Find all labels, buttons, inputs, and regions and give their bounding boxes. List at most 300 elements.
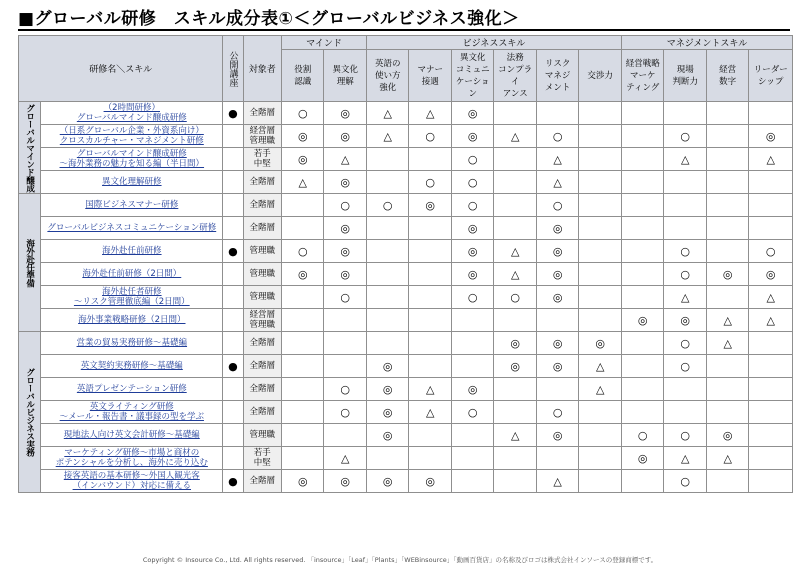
skill-mark-cell	[494, 309, 536, 332]
skill-mark-cell: ○	[494, 286, 536, 309]
skill-mark-cell: ◎	[536, 355, 578, 378]
skill-mark-cell: ◎	[706, 263, 748, 286]
skill-mark-cell: ○	[324, 378, 367, 401]
skill-mark-cell: ◎	[536, 217, 578, 240]
skill-mark-cell	[324, 332, 367, 355]
skill-mark-cell: ◎	[749, 125, 793, 148]
skill-mark-cell: ◎	[536, 263, 578, 286]
skill-mark-cell: △	[494, 240, 536, 263]
skill-mark-cell	[621, 125, 663, 148]
skill-mark-cell: ○	[409, 171, 451, 194]
skill-mark-cell	[409, 263, 451, 286]
skill-mark-cell	[621, 378, 663, 401]
target-audience-cell: 全階層	[243, 332, 281, 355]
skill-mark-cell	[706, 401, 748, 424]
table-body	[19, 102, 793, 493]
skill-mark-cell	[282, 355, 324, 378]
table-header	[19, 36, 793, 102]
table-row	[19, 424, 793, 447]
skill-mark-cell: ○	[451, 401, 493, 424]
skill-mark-cell	[749, 424, 793, 447]
skill-mark-cell	[579, 217, 622, 240]
skill-mark-cell	[706, 217, 748, 240]
course-name-link[interactable]: 海外事業戦略研修（2日間）	[41, 309, 223, 332]
category-label: グローバルマインド醸成	[24, 103, 35, 192]
skill-mark-cell	[621, 332, 663, 355]
skill-mark-cell: ◎	[324, 102, 367, 125]
skill-mark-cell: ○	[664, 332, 706, 355]
skill-mark-cell: △	[494, 263, 536, 286]
target-audience-cell: 全階層	[243, 470, 281, 493]
skill-mark-cell	[366, 217, 408, 240]
skill-mark-cell	[579, 125, 622, 148]
corner-header: 研修名＼スキル	[19, 36, 223, 102]
skill-mark-cell	[494, 194, 536, 217]
skill-mark-cell	[451, 309, 493, 332]
group-header-business: ビジネススキル	[366, 36, 621, 50]
skill-mark-cell: ◎	[451, 102, 493, 125]
skill-mark-cell: ○	[409, 125, 451, 148]
skill-mark-cell: △	[366, 102, 408, 125]
skill-header: 英語の 使い方 強化	[366, 50, 408, 102]
skill-mark-cell	[579, 148, 622, 171]
skill-mark-cell	[749, 447, 793, 470]
skill-mark-cell: ○	[664, 125, 706, 148]
skill-mark-cell	[451, 332, 493, 355]
skill-header: 経営 数字	[706, 50, 748, 102]
skill-mark-cell	[409, 355, 451, 378]
skill-mark-cell: ◎	[579, 332, 622, 355]
skill-mark-cell	[706, 194, 748, 217]
skill-mark-cell: △	[536, 470, 578, 493]
category-cell	[19, 102, 41, 194]
target-audience-cell: 全階層	[243, 102, 281, 125]
skill-mark-cell: ○	[664, 240, 706, 263]
skill-mark-cell: ◎	[494, 332, 536, 355]
skill-mark-cell: ◎	[536, 332, 578, 355]
table-row	[19, 286, 793, 309]
skill-mark-cell: △	[706, 332, 748, 355]
course-name-link[interactable]: （日系グローバル企業・外資系向け） クロスカルチャー・マネジメント研修	[41, 125, 223, 148]
skill-mark-cell	[282, 401, 324, 424]
public-course-mark	[223, 148, 243, 171]
skill-mark-cell	[621, 470, 663, 493]
public-course-mark	[223, 286, 243, 309]
target-audience-cell: 管理職	[243, 240, 281, 263]
skill-mark-cell	[579, 194, 622, 217]
skill-mark-cell: △	[664, 286, 706, 309]
skill-mark-cell: ◎	[324, 217, 367, 240]
skill-matrix-table	[18, 35, 793, 493]
course-name-link[interactable]: 接客英語の基本研修～外国人観光客 （インバウンド）対応に備える	[41, 470, 223, 493]
skill-header: 現場 判断力	[664, 50, 706, 102]
course-name-link[interactable]: （2時間研修） グローバルマインド醸成研修	[41, 102, 223, 125]
course-name-link[interactable]: マーケティング研修～市場と商材の ポテンシャルを分析し、海外に売り込む	[41, 447, 223, 470]
skill-mark-cell	[706, 125, 748, 148]
skill-mark-cell	[749, 401, 793, 424]
skill-mark-cell: ◎	[749, 263, 793, 286]
skill-mark-cell	[664, 401, 706, 424]
table-row	[19, 355, 793, 378]
skill-mark-cell	[494, 102, 536, 125]
skill-mark-cell	[409, 447, 451, 470]
skill-mark-cell	[664, 194, 706, 217]
skill-mark-cell: △	[536, 171, 578, 194]
skill-mark-cell	[579, 309, 622, 332]
skill-header: 異文化 コミュニ ケーション	[451, 50, 493, 102]
skill-mark-cell	[664, 217, 706, 240]
skill-mark-cell: ◎	[366, 470, 408, 493]
target-audience-cell: 全階層	[243, 355, 281, 378]
table-row	[19, 217, 793, 240]
skill-mark-cell: △	[664, 148, 706, 171]
table-row	[19, 309, 793, 332]
skill-mark-cell	[536, 102, 578, 125]
skill-mark-cell	[706, 355, 748, 378]
skill-mark-cell: ○	[664, 355, 706, 378]
target-audience-cell: 若手 中堅	[243, 148, 281, 171]
skill-mark-cell: ○	[324, 286, 367, 309]
skill-mark-cell	[579, 286, 622, 309]
skill-mark-cell	[494, 447, 536, 470]
skill-mark-cell	[664, 378, 706, 401]
skill-mark-cell: △	[282, 171, 324, 194]
skill-mark-cell: ◎	[621, 309, 663, 332]
skill-mark-cell: △	[324, 148, 367, 171]
skill-mark-cell	[409, 309, 451, 332]
skill-mark-cell: ◎	[451, 263, 493, 286]
skill-mark-cell: ◎	[536, 240, 578, 263]
skill-mark-cell	[494, 378, 536, 401]
skill-mark-cell	[324, 309, 367, 332]
target-audience-cell: 若手 中堅	[243, 447, 281, 470]
target-audience-cell: 全階層	[243, 171, 281, 194]
skill-mark-cell	[579, 424, 622, 447]
skill-mark-cell: △	[706, 309, 748, 332]
skill-mark-cell: ◎	[282, 470, 324, 493]
skill-mark-cell	[366, 309, 408, 332]
skill-mark-cell	[366, 148, 408, 171]
public-course-mark	[223, 263, 243, 286]
course-name-link[interactable]: 国際ビジネスマナー研修	[41, 194, 223, 217]
skill-mark-cell	[536, 378, 578, 401]
public-course-mark	[223, 309, 243, 332]
skill-mark-cell	[621, 194, 663, 217]
skill-mark-cell: ○	[536, 194, 578, 217]
skill-mark-cell: ◎	[282, 263, 324, 286]
target-audience-cell: 全階層	[243, 401, 281, 424]
skill-mark-cell	[366, 447, 408, 470]
skill-mark-cell	[366, 171, 408, 194]
public-course-mark	[223, 125, 243, 148]
skill-mark-cell: △	[664, 447, 706, 470]
skill-mark-cell: ○	[749, 240, 793, 263]
skill-mark-cell: △	[494, 424, 536, 447]
skill-mark-cell	[579, 240, 622, 263]
skill-mark-cell: ○	[282, 102, 324, 125]
skill-mark-cell	[579, 171, 622, 194]
skill-mark-cell: △	[324, 447, 367, 470]
table-row	[19, 194, 793, 217]
skill-mark-cell: ○	[324, 194, 367, 217]
skill-mark-cell	[409, 217, 451, 240]
skill-mark-cell: △	[494, 125, 536, 148]
skill-mark-cell: ◎	[366, 401, 408, 424]
skill-mark-cell: ○	[366, 194, 408, 217]
skill-mark-cell: ◎	[451, 378, 493, 401]
skill-mark-cell	[706, 102, 748, 125]
table-row	[19, 332, 793, 355]
table-row	[19, 401, 793, 424]
target-audience-cell: 管理職	[243, 286, 281, 309]
skill-mark-cell	[324, 355, 367, 378]
skill-mark-cell: ○	[536, 401, 578, 424]
skill-mark-cell: ○	[324, 401, 367, 424]
skill-mark-cell	[536, 447, 578, 470]
skill-mark-cell	[621, 263, 663, 286]
skill-mark-cell: ○	[451, 194, 493, 217]
course-name-link[interactable]: 英文ライティング研修 ～メール・報告書・議事録の型を学ぶ	[41, 401, 223, 424]
skill-mark-cell	[366, 286, 408, 309]
skill-mark-cell: ◎	[664, 309, 706, 332]
skill-mark-cell	[621, 286, 663, 309]
skill-mark-cell	[579, 470, 622, 493]
table-row	[19, 470, 793, 493]
skill-mark-cell: ○	[451, 171, 493, 194]
skill-mark-cell	[366, 332, 408, 355]
page-title: ■グローバル研修 スキル成分表①＜グローバルビジネス強化＞	[18, 9, 520, 29]
public-course-mark	[223, 332, 243, 355]
course-name-link[interactable]: 現地法人向け英文会計研修～基礎編	[41, 424, 223, 447]
table-row	[19, 171, 793, 194]
skill-mark-cell	[749, 332, 793, 355]
public-course-mark	[223, 217, 243, 240]
skill-header: リーダー シップ	[749, 50, 793, 102]
skill-mark-cell	[324, 424, 367, 447]
skill-mark-cell	[749, 217, 793, 240]
table-row	[19, 240, 793, 263]
skill-mark-cell	[749, 470, 793, 493]
skill-mark-cell: △	[749, 148, 793, 171]
skill-mark-cell: △	[579, 355, 622, 378]
skill-mark-cell	[706, 378, 748, 401]
course-name-link[interactable]: 異文化理解研修	[41, 171, 223, 194]
skill-mark-cell: ○	[451, 286, 493, 309]
skill-mark-cell	[451, 355, 493, 378]
skill-mark-cell: ◎	[451, 125, 493, 148]
group-header-mind: マインド	[282, 36, 367, 50]
skill-mark-cell: ○	[664, 263, 706, 286]
skill-mark-cell: △	[366, 125, 408, 148]
skill-mark-cell: ◎	[621, 447, 663, 470]
skill-mark-cell: ○	[621, 424, 663, 447]
skill-mark-cell: ◎	[451, 240, 493, 263]
skill-mark-cell: ◎	[282, 125, 324, 148]
skill-mark-cell	[282, 194, 324, 217]
skill-mark-cell: ◎	[366, 378, 408, 401]
target-audience-cell: 管理職	[243, 424, 281, 447]
skill-mark-cell	[706, 171, 748, 194]
skill-header: 法務 コンプライ アンス	[494, 50, 536, 102]
skill-mark-cell: ○	[451, 148, 493, 171]
skill-mark-cell: ○	[536, 125, 578, 148]
skill-mark-cell	[579, 447, 622, 470]
skill-header: マナー 接遇	[409, 50, 451, 102]
public-course-mark: ●	[223, 355, 243, 378]
skill-header: 異文化 理解	[324, 50, 367, 102]
skill-mark-cell	[749, 102, 793, 125]
skill-mark-cell	[282, 217, 324, 240]
skill-mark-cell	[409, 286, 451, 309]
skill-mark-cell: ◎	[366, 424, 408, 447]
table-row	[19, 125, 793, 148]
category-label: グローバルビジネス実務	[24, 368, 35, 456]
target-audience-cell: 管理職	[243, 263, 281, 286]
public-course-mark	[223, 401, 243, 424]
skill-mark-cell	[621, 102, 663, 125]
public-course-header	[223, 36, 243, 102]
public-course-mark: ●	[223, 102, 243, 125]
skill-mark-cell	[282, 378, 324, 401]
skill-mark-cell	[282, 447, 324, 470]
course-name-link[interactable]: 営業の貿易実務研修～基礎編	[41, 332, 223, 355]
category-cell	[19, 194, 41, 332]
target-header: 対象者	[243, 36, 281, 102]
skill-mark-cell: ○	[282, 240, 324, 263]
course-name-link[interactable]: 海外赴任者研修 ～リスク管理徹底編（2日間）	[41, 286, 223, 309]
skill-mark-cell	[621, 401, 663, 424]
skill-mark-cell	[579, 102, 622, 125]
target-audience-cell: 全階層	[243, 378, 281, 401]
skill-mark-cell: △	[706, 447, 748, 470]
skill-mark-cell	[621, 171, 663, 194]
skill-mark-cell: △	[749, 309, 793, 332]
skill-mark-cell: ◎	[324, 171, 367, 194]
category-cell	[19, 332, 41, 493]
skill-mark-cell	[282, 286, 324, 309]
skill-mark-cell	[494, 470, 536, 493]
skill-mark-cell: ◎	[324, 263, 367, 286]
skill-mark-cell	[621, 240, 663, 263]
public-course-header-label: 公開講座	[227, 50, 238, 87]
skill-mark-cell	[621, 355, 663, 378]
skill-mark-cell: ◎	[536, 424, 578, 447]
skill-mark-cell: ○	[664, 424, 706, 447]
course-name-link[interactable]: 海外赴任前研修（2日間）	[41, 263, 223, 286]
skill-mark-cell	[282, 332, 324, 355]
title-underline	[18, 29, 790, 31]
skill-mark-cell	[451, 447, 493, 470]
skill-mark-cell	[664, 102, 706, 125]
table-row	[19, 378, 793, 401]
skill-mark-cell	[366, 240, 408, 263]
skill-mark-cell	[451, 424, 493, 447]
skill-mark-cell	[282, 424, 324, 447]
public-course-mark: ●	[223, 470, 243, 493]
skill-mark-cell: ◎	[494, 355, 536, 378]
skill-mark-cell	[706, 240, 748, 263]
target-audience-cell: 全階層	[243, 194, 281, 217]
skill-mark-cell: ◎	[451, 217, 493, 240]
category-label: 海外赴任準備	[24, 238, 35, 287]
skill-mark-cell	[579, 401, 622, 424]
public-course-mark: ●	[223, 240, 243, 263]
table-row	[19, 263, 793, 286]
course-name-link[interactable]: 海外赴任前研修	[41, 240, 223, 263]
skill-mark-cell	[536, 309, 578, 332]
skill-mark-cell	[579, 263, 622, 286]
target-audience-cell: 経営層 管理職	[243, 125, 281, 148]
course-name-link[interactable]: グローバルビジネスコミュニケーション研修	[41, 217, 223, 240]
skill-mark-cell	[749, 378, 793, 401]
skill-mark-cell	[749, 194, 793, 217]
skill-mark-cell: △	[409, 401, 451, 424]
skill-mark-cell	[409, 148, 451, 171]
skill-mark-cell	[706, 470, 748, 493]
skill-mark-cell	[494, 401, 536, 424]
skill-mark-cell	[282, 309, 324, 332]
skill-mark-cell: ◎	[324, 125, 367, 148]
skill-header: リスク マネジ メント	[536, 50, 578, 102]
skill-mark-cell	[366, 263, 408, 286]
course-name-link[interactable]: 英語プレゼンテーション研修	[41, 378, 223, 401]
skill-mark-cell: ◎	[706, 424, 748, 447]
skill-mark-cell: △	[409, 378, 451, 401]
target-audience-cell: 全階層	[243, 217, 281, 240]
skill-mark-cell: ○	[664, 470, 706, 493]
skill-mark-cell	[409, 332, 451, 355]
skill-mark-cell: ◎	[366, 355, 408, 378]
table-row	[19, 102, 793, 125]
skill-mark-cell: △	[749, 286, 793, 309]
public-course-mark	[223, 194, 243, 217]
skill-mark-cell	[409, 424, 451, 447]
skill-header: 役割 認識	[282, 50, 324, 102]
skill-mark-cell: ◎	[409, 194, 451, 217]
skill-mark-cell	[451, 470, 493, 493]
skill-mark-cell	[664, 171, 706, 194]
public-course-mark	[223, 171, 243, 194]
skill-mark-cell: △	[579, 378, 622, 401]
skill-mark-cell	[706, 148, 748, 171]
public-course-mark	[223, 378, 243, 401]
skill-mark-cell	[494, 171, 536, 194]
skill-mark-cell: ◎	[324, 240, 367, 263]
public-course-mark	[223, 447, 243, 470]
skill-mark-cell	[621, 217, 663, 240]
course-name-link[interactable]: グローバルマインド醸成研修 ～海外業務の魅力を知る編（半日間）	[41, 148, 223, 171]
skill-mark-cell: △	[536, 148, 578, 171]
copyright-notice: Copyright © Insource Co., Ltd. All rights reserved. 「insource」「Leaf」「Plants」「WEBinsource」「動画百貨店」の名称及びロゴは株式会社インソースの登録商標です。	[142, 556, 658, 564]
public-course-mark	[223, 424, 243, 447]
skill-mark-cell	[409, 240, 451, 263]
skill-header: 交渉力	[579, 50, 622, 102]
skill-mark-cell	[494, 217, 536, 240]
course-name-link[interactable]: 英文契約実務研修～基礎編	[41, 355, 223, 378]
skill-mark-cell	[749, 355, 793, 378]
skill-mark-cell	[494, 148, 536, 171]
skill-mark-cell	[749, 171, 793, 194]
group-header-management: マネジメントスキル	[621, 36, 792, 50]
skill-mark-cell: △	[409, 102, 451, 125]
skill-header: 経営戦略 マーケ ティング	[621, 50, 663, 102]
skill-mark-cell: ◎	[282, 148, 324, 171]
skill-mark-cell: ◎	[324, 470, 367, 493]
skill-mark-cell: ◎	[409, 470, 451, 493]
skill-mark-cell	[621, 148, 663, 171]
skill-mark-cell	[706, 286, 748, 309]
skill-mark-cell: ◎	[536, 286, 578, 309]
